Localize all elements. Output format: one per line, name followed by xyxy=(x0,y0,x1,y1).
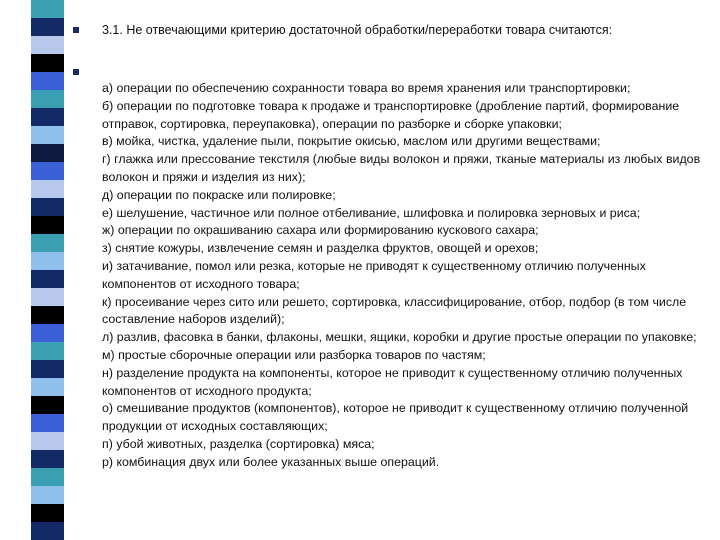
stripe-segment xyxy=(31,342,64,360)
stripe-segment xyxy=(31,504,64,522)
bullet-icon xyxy=(73,27,79,33)
stripe-segment xyxy=(31,450,64,468)
stripe-segment xyxy=(31,270,64,288)
stripe-segment xyxy=(31,306,64,324)
stripe-segment xyxy=(31,180,64,198)
stripe-segment xyxy=(31,234,64,252)
stripe-segment xyxy=(31,360,64,378)
stripe-segment xyxy=(31,324,64,342)
stripe-segment xyxy=(31,378,64,396)
stripe-segment xyxy=(31,54,64,72)
stripe-segment xyxy=(31,144,64,162)
stripe-segment xyxy=(31,36,64,54)
stripe-segment xyxy=(31,252,64,270)
stripe-segment xyxy=(31,414,64,432)
decorative-stripe-bar xyxy=(31,0,64,540)
stripe-segment xyxy=(31,126,64,144)
stripe-segment xyxy=(31,288,64,306)
stripe-segment xyxy=(31,90,64,108)
stripe-segment xyxy=(31,162,64,180)
stripe-segment xyxy=(31,468,64,486)
stripe-segment xyxy=(31,18,64,36)
stripe-segment xyxy=(31,108,64,126)
stripe-segment xyxy=(31,216,64,234)
stripe-segment xyxy=(31,72,64,90)
stripe-segment xyxy=(31,486,64,504)
bullet-icon xyxy=(73,69,79,75)
stripe-segment xyxy=(31,198,64,216)
heading-text: 3.1. Не отвечающими критерию достаточной обработки/переработки товара считаются: xyxy=(102,23,613,37)
stripe-segment xyxy=(31,522,64,540)
stripe-segment xyxy=(31,432,64,450)
operations-list: а) операции по обеспечению сохранности товара во время хранения или транспортировки; б) операции по подготовке товара к продаже и транспортировке (дробление партий, формирование отправок, сортировка, переупаковка), операции по разборке и сборке упаковки; в) мойка, чистка, удаление пыли, покрытие окисью, маслом или другими веществами; г) глажка или прессование текстиля (любые виды волокон и пряжи, тканые материалы из любых видов волокон и пряжи и изделия из них); д) операции по покраске или полировке; е) шелушение, частичное или полное отбеливание, шлифовка и полировка зерновых и риса; ж) операции по окрашиванию сахара или формированию кускового сахара; з) снятие кожуры, извлечение семян и разделка фруктов, овощей и орехов; и) затачивание, помол или резка, которые не приводят к существенному отличию полученных компонентов от исходного товара; к) просеивание через сито или решето, сортировка, классифицирование, отбор, подбор (в том числе составление наборов изделий); л) разлив, фасовка в банки, флаконы, мешки, ящики, коробки и другие простые операции по упаковке; м) простые сборочные операции или разборка товаров по частям; н) разделение продукта на компоненты, которое не приводит к существенному отличию полученных компонентов от исходного продукта; о) смешивание продуктов (компонентов), которое не приводит к существенному отличию полученной продукции от исходных составляющих; п) убой животных, разделка (сортировка) мяса; р) комбинация двух или более указанных выше операций. xyxy=(102,81,701,469)
stripe-segment xyxy=(31,0,64,18)
stripe-segment xyxy=(31,396,64,414)
